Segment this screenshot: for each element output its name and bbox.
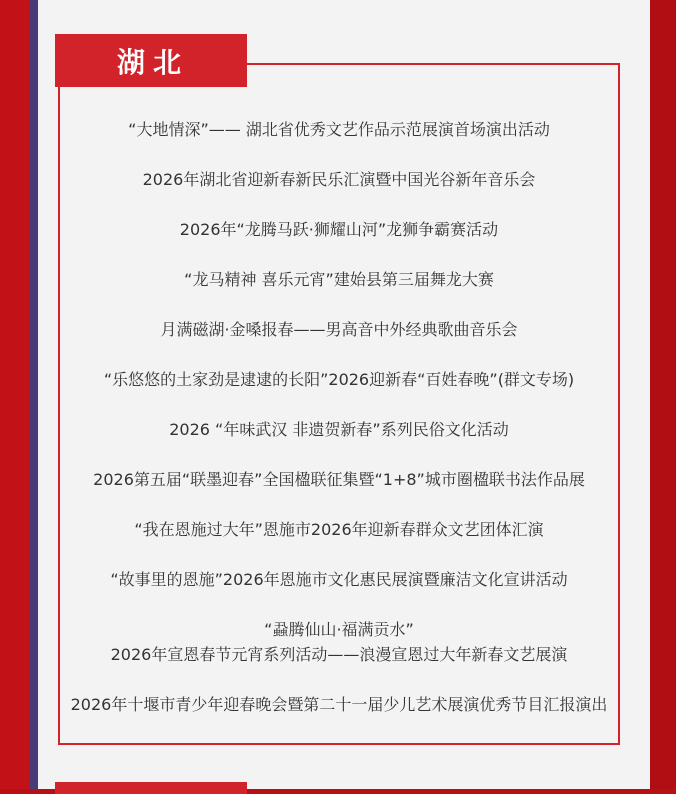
- event-item: [58, 167, 620, 217]
- event-item: [58, 617, 620, 692]
- event-item: [58, 567, 620, 617]
- event-item: [58, 417, 620, 467]
- event-title-line: “乐悠悠的土家劲是逮逮的长阳”2026迎新春“百姓春晚”(群文专场): [103, 370, 575, 389]
- event-item: [58, 517, 620, 567]
- event-title-line: 2026第五届“联墨迎春”全国楹联征集暨“1+8”城市圈楹联书法作品展: [93, 470, 585, 489]
- section-title-tab: [55, 34, 247, 87]
- event-title-line: 2026年宣恩春节元宵系列活动——浪漫宣恩过大年新春文艺展演: [110, 645, 568, 664]
- event-item: [58, 367, 620, 417]
- event-title-line: “我在恩施过大年”恩施市2026年迎新春群众文艺团体汇演: [134, 520, 544, 539]
- event-title-line: “大地情深”—— 湖北省优秀文艺作品示范展演首场演出活动: [128, 120, 550, 139]
- left-red-border: [0, 0, 30, 789]
- event-title-line: 2026年湖北省迎新春新民乐汇演暨中国光谷新年音乐会: [142, 170, 536, 189]
- event-item: [58, 467, 620, 517]
- left-purple-border: [30, 0, 38, 789]
- event-title-line: 2026 “年味武汉 非遗贺新春”系列民俗文化活动: [169, 420, 509, 439]
- event-item: [58, 692, 620, 742]
- right-red-border: [650, 0, 676, 789]
- event-title-line: 月满磁湖·金嗓报春——男高音中外经典歌曲音乐会: [160, 320, 518, 339]
- event-title-line: 2026年“龙腾马跃·狮耀山河”龙狮争霸赛活动: [179, 220, 499, 239]
- section-title: 湖北: [116, 45, 189, 79]
- event-item: [58, 267, 620, 317]
- next-section-tab: [55, 782, 247, 794]
- event-title-line: “蝨腾仙山·福满贡水”: [264, 620, 414, 639]
- event-item: [58, 217, 620, 267]
- event-title-line: 2026年十堰市青少年迎春晚会暨第二十一届少儿艺术展演优秀节目汇报演出: [70, 695, 608, 714]
- event-item: [58, 117, 620, 167]
- event-item: [58, 317, 620, 367]
- event-title-line: “故事里的恩施”2026年恩施市文化惠民展演暨廉洁文化宣讲活动: [110, 570, 568, 589]
- event-title-line: “龙马精神 喜乐元宵”建始县第三届舞龙大赛: [184, 270, 494, 289]
- event-list: [58, 117, 620, 742]
